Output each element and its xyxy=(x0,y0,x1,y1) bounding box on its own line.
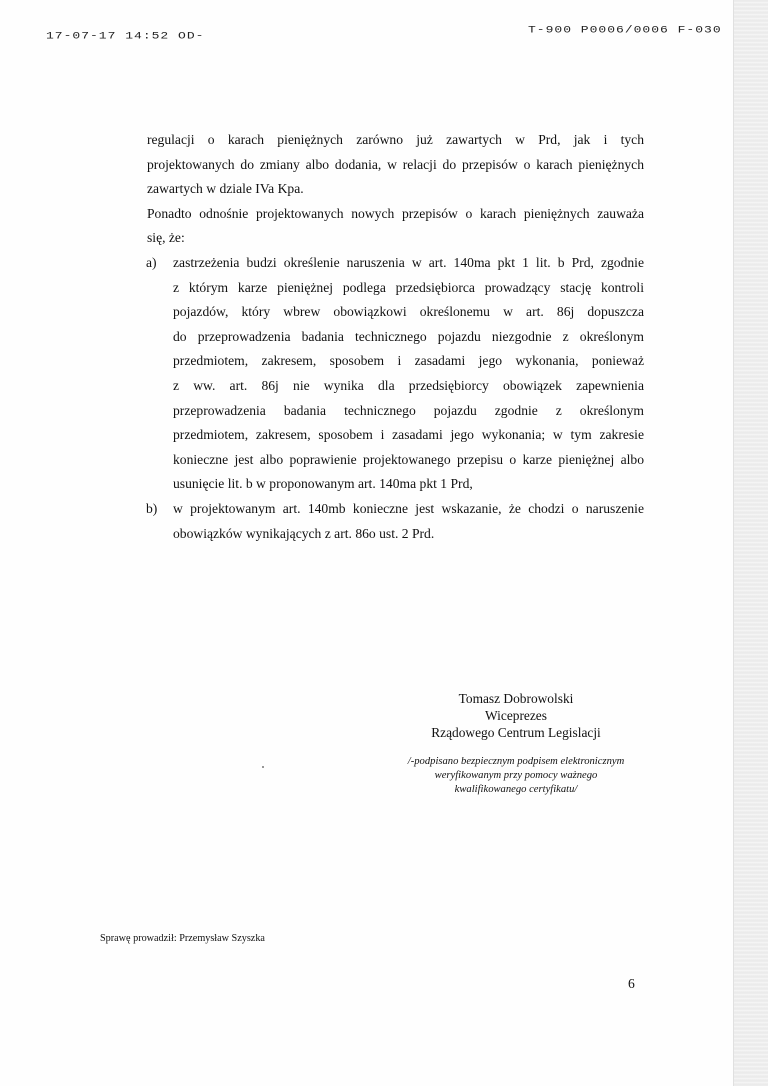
electronic-signature-note xyxy=(388,755,644,797)
paragraph-2 xyxy=(147,202,644,251)
signatory-position: Wiceprezes xyxy=(485,708,547,723)
text-line: przedmiotem, zakresem, sposobem i zasadami jego wykonania; w tym zakresie xyxy=(173,427,644,443)
signatory-institution: Rządowego Centrum Legislacji xyxy=(431,725,601,740)
text-line: z którym karze pieniężnej podlega przedsiębiorca prowadzący stację kontroli xyxy=(173,279,644,295)
text-line: konieczne jest albo poprawienie projektowanego przepisu o karze pieniężnej albo xyxy=(173,451,644,467)
signature-block xyxy=(402,690,630,741)
note-line: /-podpisano bezpiecznym podpisem elektronicznym xyxy=(407,756,625,767)
fax-header-right: T-900 P0006/0006 F-030 xyxy=(528,24,722,36)
text-line: przedmiotem, zakresem, sposobem i zasadami jego wykonania, ponieważ xyxy=(173,353,644,369)
text-line: obowiązków wynikających z art. 86o ust. 2 Prd. xyxy=(173,525,435,541)
text-line: pojazdów, który wbrew obowiązkowi określonemu w art. 86j dopuszcza xyxy=(173,304,644,320)
list-item-a xyxy=(147,251,644,497)
text-line: w projektowanym art. 140mb konieczne jest wskazanie, że chodzi o naruszenie xyxy=(173,500,644,516)
text-line: Ponadto odnośnie projektowanych nowych przepisów o karach pieniężnych zauważa xyxy=(147,205,644,221)
text-line: zastrzeżenia budzi określenie naruszenia w art. 140ma pkt 1 lit. b Prd, zgodnie xyxy=(173,254,644,270)
list-marker: a) xyxy=(146,254,157,270)
document-body xyxy=(147,128,644,546)
text-line: do przeprowadzenia badania technicznego pojazdu niezgodnie z określonym xyxy=(173,328,644,344)
text-line: usunięcie lit. b w proponowanym art. 140ma pkt 1 Prd, xyxy=(173,476,473,492)
note-line: weryfikowanym przy pomocy ważnego xyxy=(434,770,598,781)
scan-speck xyxy=(262,766,264,768)
list-marker: b) xyxy=(146,500,158,516)
paragraph-1 xyxy=(147,128,644,202)
text-line: z ww. art. 86j nie wynika dla przedsiębiorcy obowiązek zapewnienia xyxy=(173,377,644,393)
page-number: 6 xyxy=(628,976,635,991)
prepared-by: Sprawę prowadził: Przemysław Szyszka xyxy=(100,933,265,944)
note-line: kwalifikowanego certyfikatu/ xyxy=(454,784,578,795)
list-item-body xyxy=(173,497,644,546)
list-item-body xyxy=(173,251,644,497)
scan-edge-artifact xyxy=(733,0,768,1086)
list-item-b xyxy=(147,497,644,546)
signatory-name: Tomasz Dobrowolski xyxy=(458,691,574,706)
text-line: projektowanych do zmiany albo dodania, w relacji do przepisów o karach pieniężnych xyxy=(147,156,644,172)
text-line: się, że: xyxy=(147,230,185,246)
text-line: przeprowadzenia badania technicznego pojazdu zgodnie z określonym xyxy=(173,402,644,418)
text-line: regulacji o karach pieniężnych zarówno już zawartych w Prd, jak i tych xyxy=(147,132,644,147)
text-line: zawartych w dziale IVa Kpa. xyxy=(147,181,304,197)
fax-header-left: 17-07-17 14:52 OD- xyxy=(46,30,205,42)
